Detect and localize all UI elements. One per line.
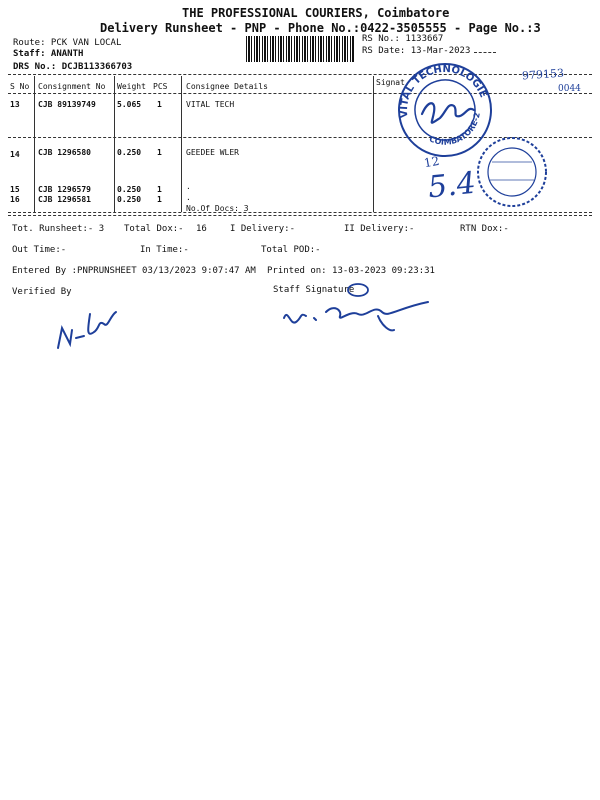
- handwritten-count: 5.4: [426, 165, 478, 206]
- table-row-weight: 0.250: [117, 148, 142, 157]
- route-label: Route: PCK VAN LOCAL: [13, 38, 122, 48]
- table-row-consignment: CJB 1296579: [38, 185, 91, 194]
- staff-label: Staff: ANANTH: [13, 49, 84, 59]
- table-row-consignee: .: [186, 193, 191, 202]
- staff-signature-label: Staff Signature: [273, 285, 355, 295]
- table-row-sno: 13: [10, 100, 20, 109]
- handwritten-number: 979153: [521, 66, 565, 83]
- entered-by: Entered By :PNPRUNSHEET 03/13/2023 9:07:47 AM: [12, 266, 256, 276]
- table-row-sno: 16: [10, 195, 20, 204]
- table-row-weight: 5.065: [117, 100, 142, 109]
- header-weight: Weight: [117, 82, 146, 91]
- table-row-weight: 0.250: [117, 195, 142, 204]
- table-row-pcs: 1: [157, 185, 162, 194]
- table-row-sno: 14: [10, 150, 20, 159]
- total-pod: Total POD:-: [261, 245, 321, 255]
- column-divider: [34, 76, 35, 212]
- header-consignment: Consignment No: [38, 82, 106, 91]
- total-dox-label: Total Dox:-: [124, 224, 184, 234]
- rs-number: RS No.: 1133667: [362, 34, 444, 44]
- rtn-dox: RTN Dox:-: [460, 224, 509, 234]
- table-row-sno: 15: [10, 185, 20, 194]
- round-stamp: [472, 132, 552, 212]
- verified-by-label: Verified By: [12, 287, 72, 297]
- header-consignee: Consignee Details: [186, 82, 268, 91]
- verified-signature: [50, 294, 150, 354]
- divider: [474, 52, 496, 53]
- table-row-consignment: CJB 89139749: [38, 100, 96, 109]
- table-row-pcs: 1: [157, 148, 162, 157]
- staff-signature: [278, 282, 438, 342]
- i-delivery: I Delivery:-: [230, 224, 296, 234]
- ii-delivery: II Delivery:-: [344, 224, 415, 234]
- handwritten-initials: [418, 92, 478, 132]
- out-time: Out Time:-: [12, 245, 67, 255]
- in-time: In Time:-: [140, 245, 189, 255]
- table-header-border: [8, 93, 592, 94]
- table-row-pcs: 1: [157, 195, 162, 204]
- table-row-pcs: 1: [157, 100, 162, 109]
- company-title: THE PROFESSIONAL COURIERS, Coimbatore: [182, 6, 450, 20]
- header-pcs: PCS: [153, 82, 168, 91]
- table-row-weight: 0.250: [117, 185, 142, 194]
- printed-on: Printed on: 13-03-2023 09:23:31: [267, 266, 435, 276]
- table-row-consignee: .: [186, 182, 191, 191]
- rs-date: RS Date: 13-Mar-2023: [362, 46, 471, 56]
- table-top-border: [8, 74, 592, 75]
- column-divider: [181, 76, 182, 212]
- table-bottom-border: [8, 212, 592, 213]
- runsheet-title: Delivery Runsheet - PNP - Phone No.:0422-3505555 - Page No.:3: [100, 21, 541, 35]
- total-runsheet: Tot. Runsheet:- 3: [12, 224, 105, 234]
- column-divider: [373, 76, 374, 212]
- no-of-docs: No.Of Docs: 3: [186, 204, 249, 213]
- table-bottom-border-2: [8, 215, 592, 216]
- table-row-consignment: CJB 1296581: [38, 195, 91, 204]
- header-signature: Signat: [376, 78, 405, 87]
- table-row-consignee: VITAL TECH: [186, 100, 235, 109]
- stamp-text-bottom: COIMBATORE-2: [427, 111, 482, 147]
- table-row-consignment: CJB 1296580: [38, 148, 91, 157]
- barcode: [246, 36, 354, 62]
- table-row-consignee: GEEDEE WLER: [186, 148, 239, 157]
- stamp-text-top: VITAL TECHNOLOGIES: [378, 63, 489, 119]
- handwritten-number: 0044: [558, 84, 581, 94]
- header-sno: S No: [10, 82, 30, 91]
- handwritten-note: 12: [422, 153, 441, 171]
- total-dox-value: 16: [196, 224, 207, 234]
- column-divider: [114, 76, 115, 212]
- drs-number: DRS No.: DCJB113366703: [13, 62, 133, 72]
